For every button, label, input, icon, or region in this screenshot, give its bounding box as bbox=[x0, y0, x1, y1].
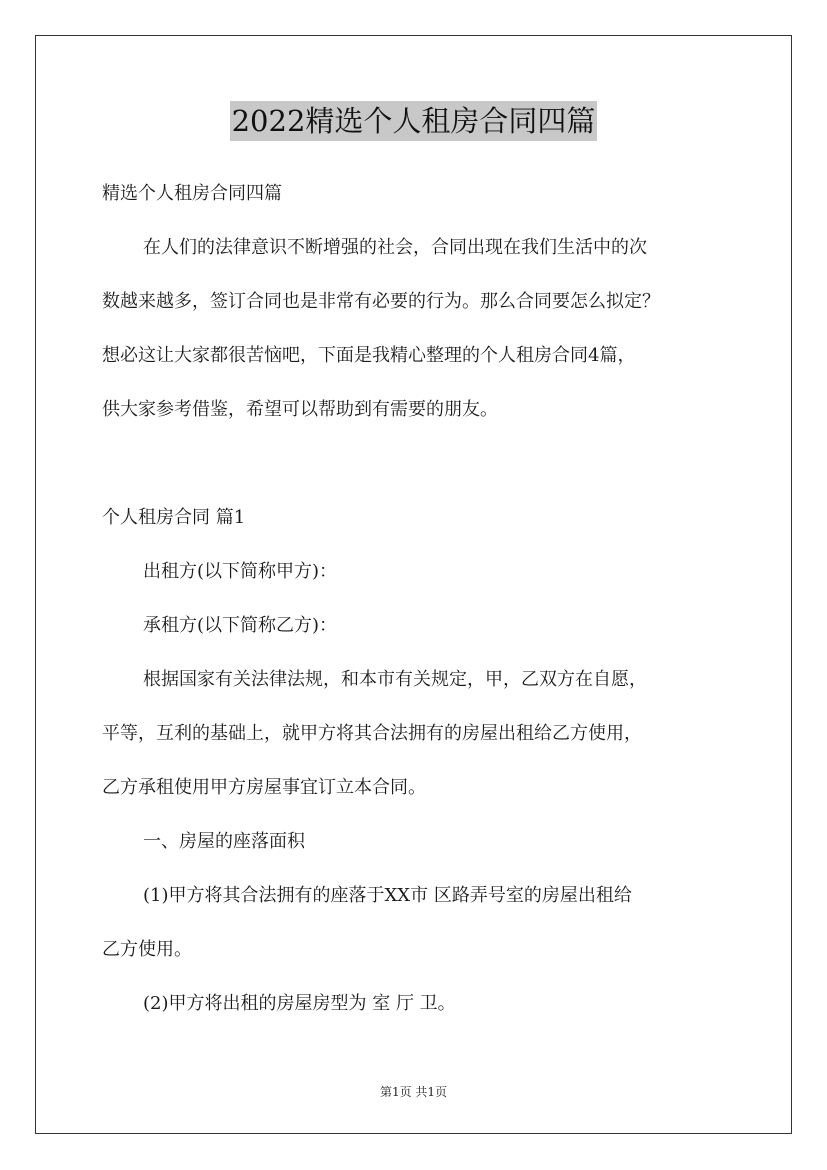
section-heading: 个人租房合同 篇1 bbox=[102, 507, 246, 528]
paragraph-line: 在人们的法律意识不断增强的社会，合同出现在我们生活中的次 bbox=[143, 237, 647, 258]
document-title: 2022精选个人租房合同四篇 bbox=[230, 101, 598, 141]
paragraph-line: 乙方承租使用甲方房屋事宜订立本合同。 bbox=[102, 777, 426, 798]
clause-item: (2)甲方将出租的房屋房型为 室 厅 卫。 bbox=[143, 993, 456, 1014]
intro-heading: 精选个人租房合同四篇 bbox=[102, 183, 282, 204]
clause-heading: 一、房屋的座落面积 bbox=[143, 831, 305, 852]
paragraph-line: 平等，互利的基础上，就甲方将其合法拥有的房屋出租给乙方使用， bbox=[102, 723, 642, 744]
paragraph-line: 数越来越多，签订合同也是非常有必要的行为。那么合同要怎么拟定？ bbox=[102, 291, 660, 312]
title-wrap bbox=[0, 101, 827, 141]
page-footer: 第1页 共1页 bbox=[379, 1085, 448, 1099]
paragraph-line: 根据国家有关法律法规，和本市有关规定，甲，乙双方在自愿， bbox=[143, 669, 647, 690]
clause-item: (1)甲方将其合法拥有的座落于XX市 区路弄号室的房屋出租给 bbox=[143, 885, 632, 906]
paragraph-line: 供大家参考借鉴，希望可以帮助到有需要的朋友。 bbox=[102, 399, 498, 420]
lessee-field: 承租方(以下简称乙方)： bbox=[143, 615, 338, 636]
paragraph-line: 想必这让大家都很苦恼吧，下面是我精心整理的个人租房合同4篇， bbox=[102, 345, 636, 366]
lessor-field: 出租方(以下简称甲方)： bbox=[143, 561, 338, 582]
clause-item-continued: 乙方使用。 bbox=[102, 939, 192, 960]
